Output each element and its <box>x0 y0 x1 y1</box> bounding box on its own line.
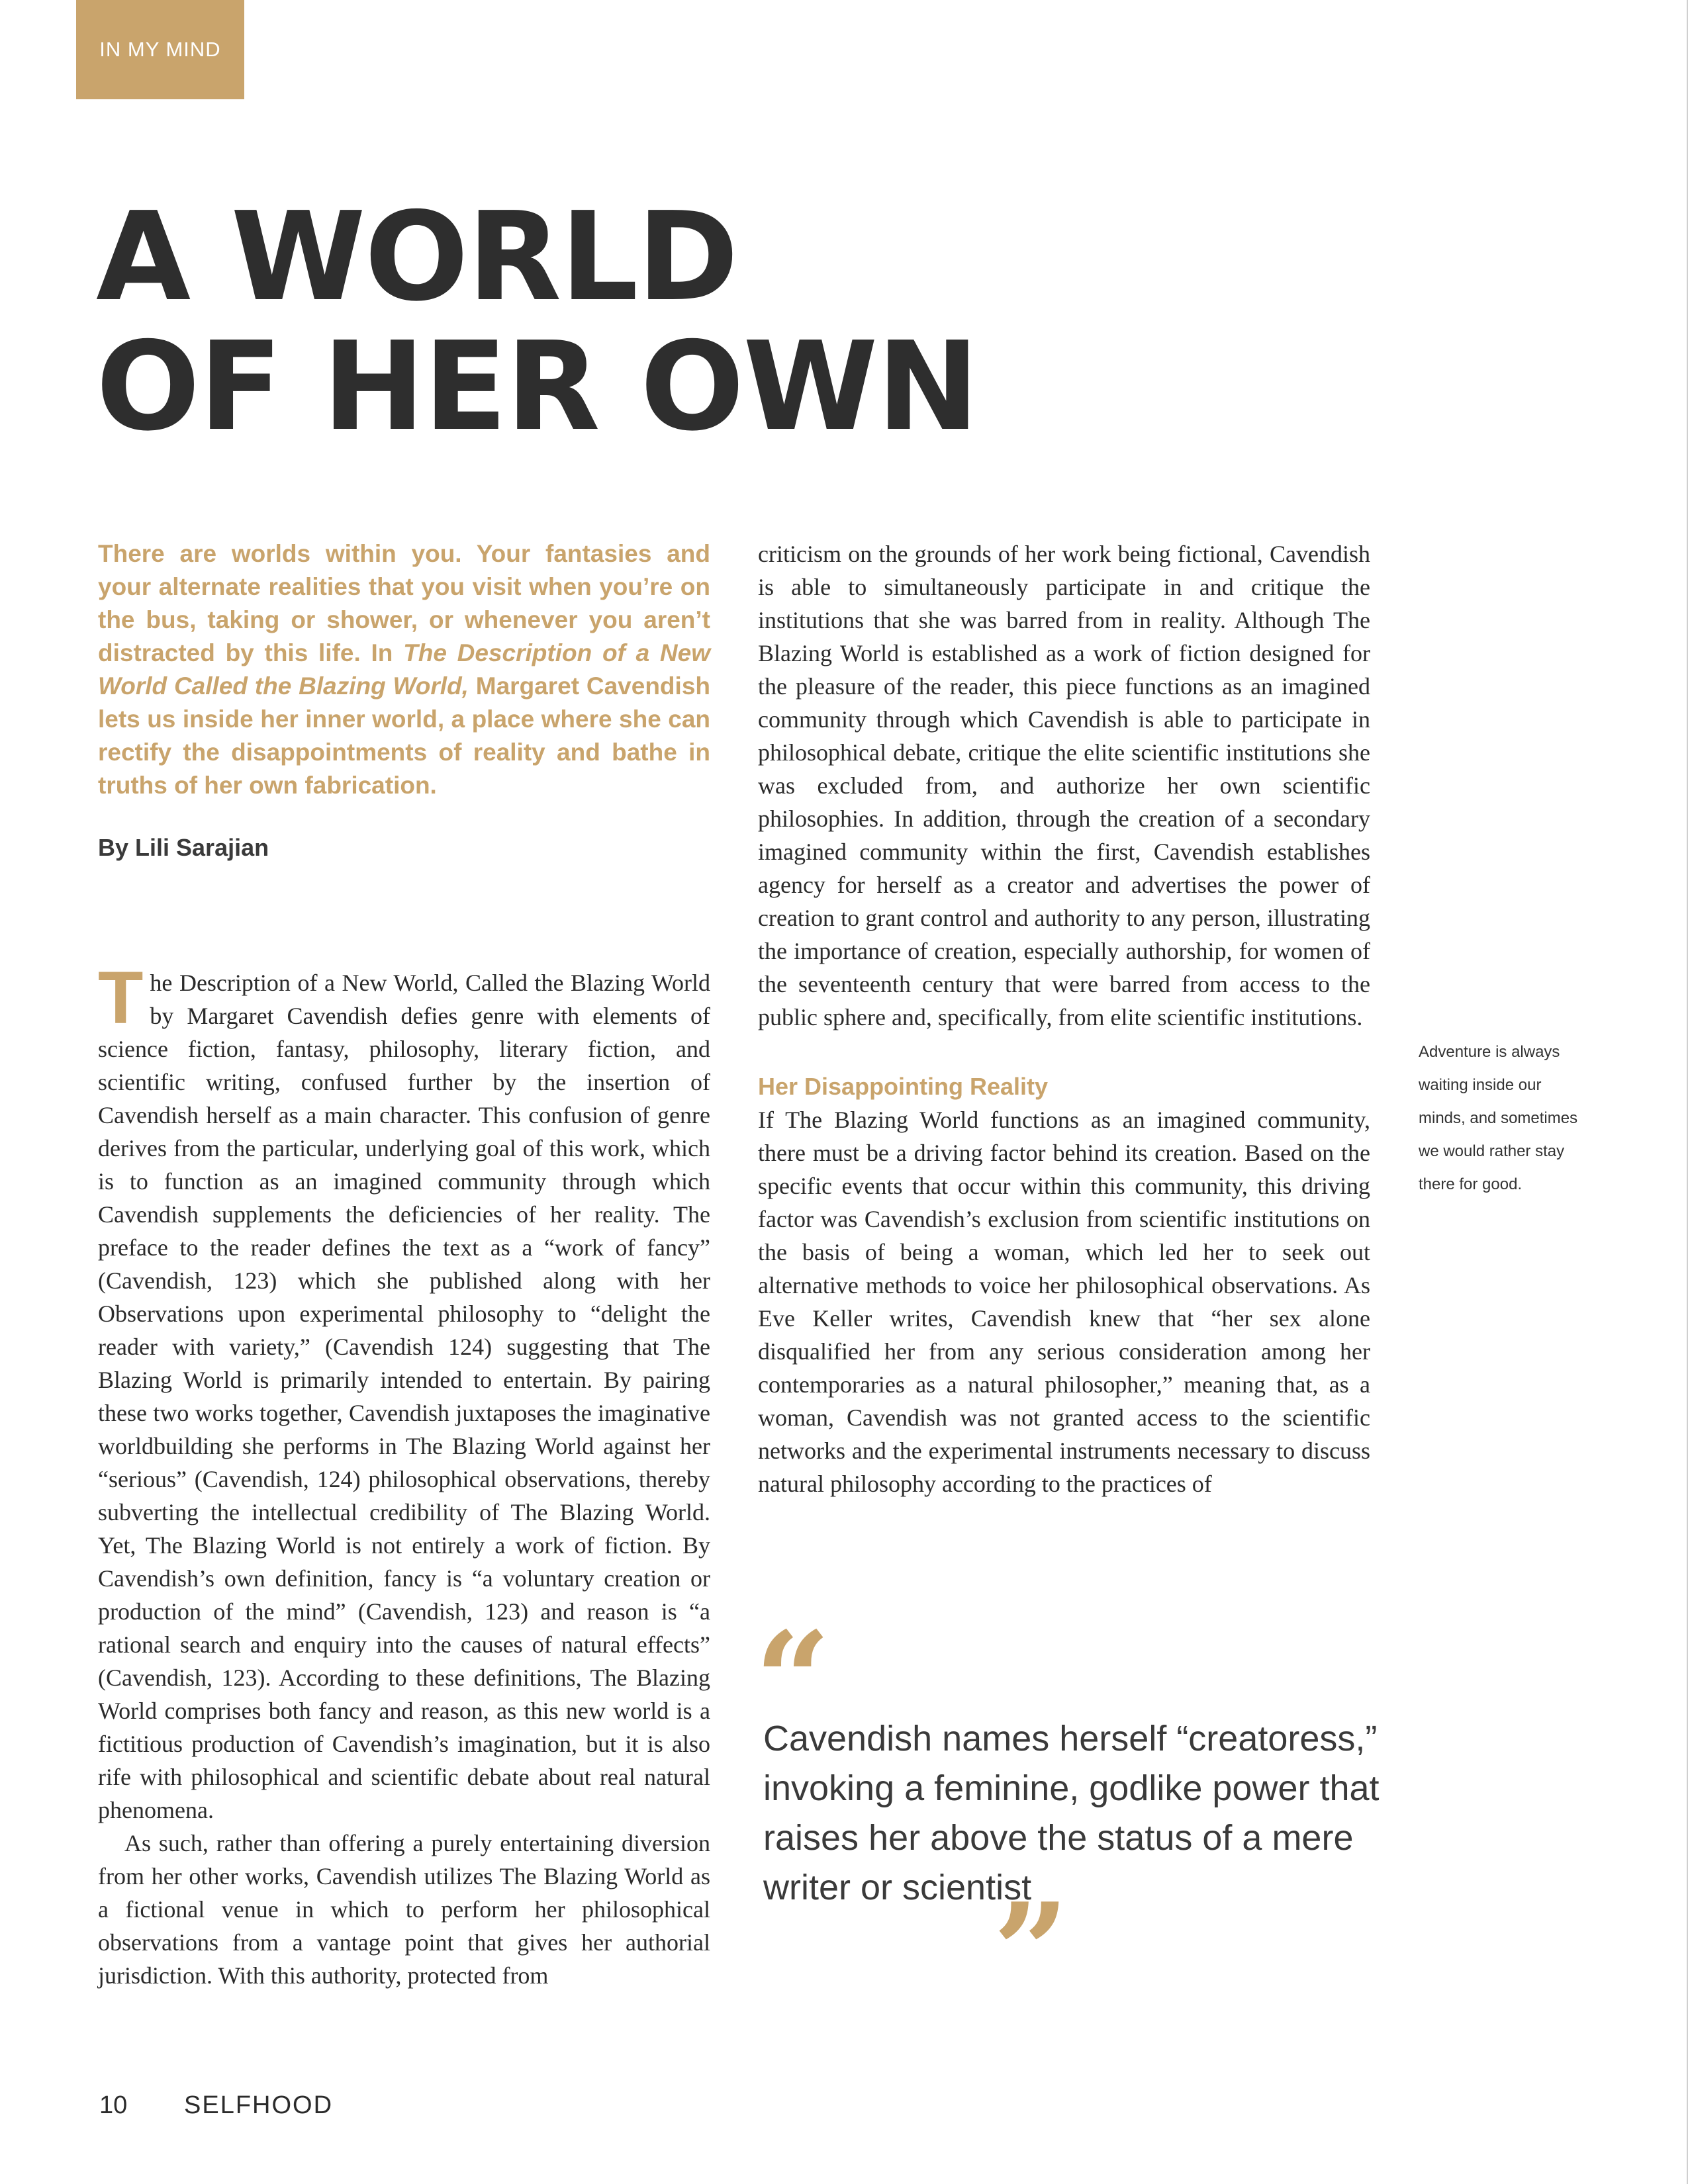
publication-name: SELFHOOD <box>184 2091 334 2119</box>
body-paragraph-2-continued: criticism on the grounds of her work being fictional, Cavendish is able to simultaneously participate in and critique the institutions that she was barred from in reality. Although The Blazing World is established as a work of fiction designed for the pleasure of the reader, this piece functions as an imagined community through which Cavendish is able to participate in philosophical debate, critique the elite scientific institutions she was excluded from, and authorize her own scientific philosophies. In addition, through the creation of a secondary imagined community within the first, Cavendish establishes agency for herself as a creator and advertises the power of creation to grant control and authority to any person, illustrating the importance of creation, especially authorship, for women of the seventeenth century that were barred from access to the public sphere and, specifically, from elite scientific institutions. <box>758 541 1370 1030</box>
section-subheading: Her Disappointing Reality <box>758 1073 1049 1100</box>
intro-book-title: The Description of a New World Called the Blazing World, <box>98 639 711 700</box>
body-paragraph-3: If The Blazing World functions as an imagined community, there must be a driving factor behind its creation. Based on the specific events that occur within this community, this driving factor was Cavendish’s exclusion from scientific institutions on the basis of being a woman, which led her to seek out alternative methods to voice her philosophical observations. As Eve Keller writes, Cavendish knew that “her sex alone disqualified her from any serious consideration among her contemporaries as a natural philosopher,” meaning that, as a woman, Cavendish was not granted access to the scientific networks and the experimental instruments necessary to discuss natural philosophy according to the practices of <box>758 1107 1370 1497</box>
title-line-1: A WORLD <box>96 185 737 328</box>
body-paragraph-1 <box>98 956 710 1827</box>
intro-deck <box>98 537 710 802</box>
page-number: 10 <box>99 2091 128 2119</box>
intro-text-1: There are worlds within you. Your fantasies and your alternate realities that you visit when you’re on the bus, taking or shower, or whenever you aren’t distracted by this life. In <box>98 540 710 666</box>
body-paragraph-1-text: he Description of a New World, Called the Blazing World by Margaret Cavendish defies genre with elements of science fiction, fantasy, philosophy, literary fiction, and scientific writing, confused further by the insertion of Cavendish herself as a main character. This confusion of genre derives from the particular, underlying goal of this work, which is to function as an imagined community through which Cavendish supplements the deficiencies of her reality. The preface to the reader defines the text as a “work of fancy” (Cavendish, 123) which she published along with her Observations upon experimental philosophy to “delight the reader with variety,” (Cavendish 124) suggesting that The Blazing World is primarily intended to entertain. By pairing these two works together, Cavendish juxtaposes the imaginative worldbuilding she performs in The Blazing World against her “serious” (Cavendish, 124) philosophical observations, thereby subverting the intellectual credibility of The Blazing World. Yet, The Blazing World is not entirely a work of fiction. By Cavendish’s own definition, fancy is “a voluntary creation or production of the mind” (Cavendish, 123) and reason is “a rational search and enquiry into the causes of natural effects” (Cavendish, 123). According to these definitions, The Blazing World comprises both fancy and reason, as this new world is a fictitious production of Cavendish’s imagination, but it is also rife with philosophical and scientific debate about real natural phenomena. <box>98 970 710 1823</box>
pull-quote: Cavendish names herself “creatoress,” invoking a feminine, godlike power that raises her above the status of a mere writer or scientist <box>763 1719 1380 1907</box>
article-title <box>96 185 978 458</box>
quote-open-mark: “ <box>755 1603 831 1758</box>
title-line-2: OF HER OWN <box>96 315 978 458</box>
drop-cap: T <box>98 956 144 1039</box>
byline: By Lili Sarajian <box>98 834 269 861</box>
body-column-right <box>758 537 1370 1500</box>
side-note: Adventure is always waiting inside our minds, and sometimes we would rather stay there for good. <box>1419 1043 1578 1193</box>
body-column-left <box>98 956 710 1992</box>
body-paragraph-2: As such, rather than offering a purely entertaining diversion from her other works, Cavendish utilizes The Blazing World as a fictional venue in which to perform her philosophical observations from a vantage point that gives her authorial jurisdiction. With this authority, protected from <box>98 1830 710 1989</box>
intro-text-2: Margaret Cavendish lets us inside her inner world, a place where she can rectify the disappointments of reality and bathe in truths of her own fabrication. <box>98 672 710 799</box>
section-tag: IN MY MIND <box>76 0 244 99</box>
quote-close-mark: ” <box>993 1874 1070 2030</box>
